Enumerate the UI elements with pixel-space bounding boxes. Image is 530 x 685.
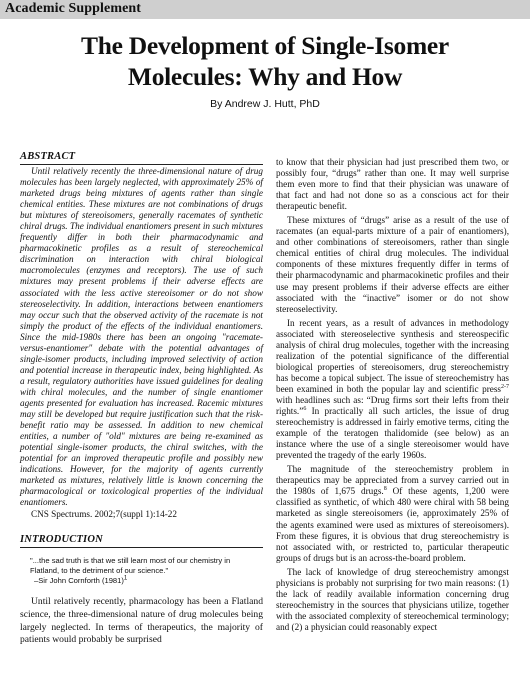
body-paragraph-3-part-a: In recent years, as a result of advances in methodology associated with stereoselective synthesis and stereospecific analysis of chiral drug molecules, together with the increasing realization of the potential significance of the differential biological properties of stereoisomers, drug stereochemistry has become a topical subject. The issue of stereochemistry has been examined in both the popular lay and scientific press bbox=[276, 317, 509, 394]
body-paragraph-3-part-c: In practically all such articles, the issue of drug stereochemistry is addressed in fairly emotive terms, citing the example of the teratogen thalidomide (see below) as an instance where the use of a single stereoisomer would have prevented the tragedy of the early 1960s. bbox=[276, 406, 509, 461]
body-paragraph-1: to know that their physician had just prescribed them two, or possibly four, “drugs” rather than one. It may well surprise them even more to find that their physician was unaware of that fact and had not done so as a conscious act for their therapeutic benefit. bbox=[276, 157, 509, 212]
body-paragraph-4-part-a: The magnitude of the stereochemistry problem in therapeutics may be appreciated from a survey carried out in the 1980s of 1,675 drugs. bbox=[276, 464, 509, 497]
introduction-heading: INTRODUCTION bbox=[20, 534, 263, 548]
article-title-line-2: Molecules: Why and How bbox=[127, 62, 403, 91]
body-paragraph-4 bbox=[276, 464, 509, 563]
epigraph-quote bbox=[30, 556, 255, 586]
body-paragraph-5: The lack of knowledge of drug stereochemistry amongst physicians is probably not surprising for two main reasons: (1) the lack of readily available information concerning drug stereochemistry in the sources that physicians utilize, together with the associated complexity of stereochemical terminology; and (2) a physician could reasonably expect bbox=[276, 566, 509, 632]
epigraph-author: –Sir John Cornforth (1981) bbox=[34, 576, 124, 586]
section-header-bar bbox=[0, 0, 530, 19]
journal-citation: CNS Spectrums. 2002;7(suppl 1):14-22 bbox=[31, 509, 177, 520]
abstract-text: Until relatively recently the three-dimensional nature of drug molecules has been largely neglected, with approximately 25% of marketed drugs being mixtures of agents rather than single chemical entities. These mixtures are not combinations of drugs but mixtures of stereoisomers, generally racemates of synthetic chiral drugs. The individual enantiomers present in such mixtures frequently differ in both their pharmacodynamic and pharmacokinetic profiles as a result of stereochemical discrimination on interaction with chiral biological macromolecules (enzymes and receptors). The use of such mixtures may present problems if their adverse effects are associated with the less active stereoisomer or do not show stereoselectivity. In addition, interactions between enantiomers may occur such that the observed activity of the racemate is not simply the product of the effects of the individual enantiomers. Since the mid-1980s there has been an ongoing "racemate-versus-enantiomer" debate with the potential advantages of single-isomer products, including improved selectivity of action and potential increase in therapeutic index, being highlighted. As a result, regulatory authorities have issued guidelines for dealing with chiral molecules, and the number of single enantiomer agents presented for evaluation has increased. Racemic mixtures may still be developed but require justification such that the risk-benefit ratio may be assessed. In addition to new chemical entities, a number of "old" mixtures are being re-examined as potential single-isomer products, the chiral switches, with the potential for an improved therapeutic profile and possibly new indications. However, for the majority of agents currently marketed as mixtures, relatively little is known concerning the pharmacological or toxicological properties of the individual enantiomers. bbox=[20, 166, 263, 508]
introduction-paragraph: Until relatively recently, pharmacology has been a Flatland science, the three-dimensional nature of drug molecules being largely neglected. In terms of therapeutics, the majority of patients would probably be surprised bbox=[20, 596, 263, 646]
body-paragraph-4-part-b: Of these agents, 1,200 were classified as synthetic, of which 480 were chiral with 58 being marketed as single stereoisomers (ie, approximately 25% of the agents examined were used as mixtures of stereoisomers). From these figures, it is obvious that drug stereochemistry is not associated with, or restricted to, particular therapeutic groups of drugs but is an across-the-board problem. bbox=[276, 486, 509, 563]
section-label: Academic Supplement bbox=[5, 1, 142, 16]
epigraph-attribution bbox=[34, 576, 255, 586]
reference-6: 6 bbox=[303, 405, 307, 412]
body-paragraph-2: These mixtures of “drugs” arise as a result of the use of racemates (an equal-parts mixture of a pair of enantiomers), and other combinations of stereoisomers, rather than single chemical entities of chiral drug molecules. The individual components of these mixtures frequently differ in terms of their pharmacodynamic and pharmacokinetic profiles and their use may present problems if their adverse effects are either associated with the “inactive” isomer or do not show stereoselectivity. bbox=[276, 215, 509, 314]
reference-2-7: 2-7 bbox=[501, 383, 509, 390]
article-title bbox=[0, 30, 530, 92]
epigraph-text: "...the sad truth is that we still learn most of our chemistry in Flatland, to the detriment of our science." bbox=[30, 556, 231, 576]
article-title-line-1: The Development of Single-Isomer bbox=[81, 31, 449, 60]
body-paragraph-3 bbox=[276, 318, 509, 462]
left-column bbox=[20, 151, 263, 647]
reference-8: 8 bbox=[383, 486, 387, 493]
right-column bbox=[276, 157, 509, 636]
body-paragraph-3-part-b: with headlines such as: “Drug firms sort their lefts from their rights.” bbox=[276, 394, 509, 417]
abstract-heading: ABSTRACT bbox=[20, 151, 263, 165]
author-byline: By Andrew J. Hutt, PhD bbox=[210, 98, 320, 110]
epigraph-reference: 1 bbox=[123, 575, 128, 582]
